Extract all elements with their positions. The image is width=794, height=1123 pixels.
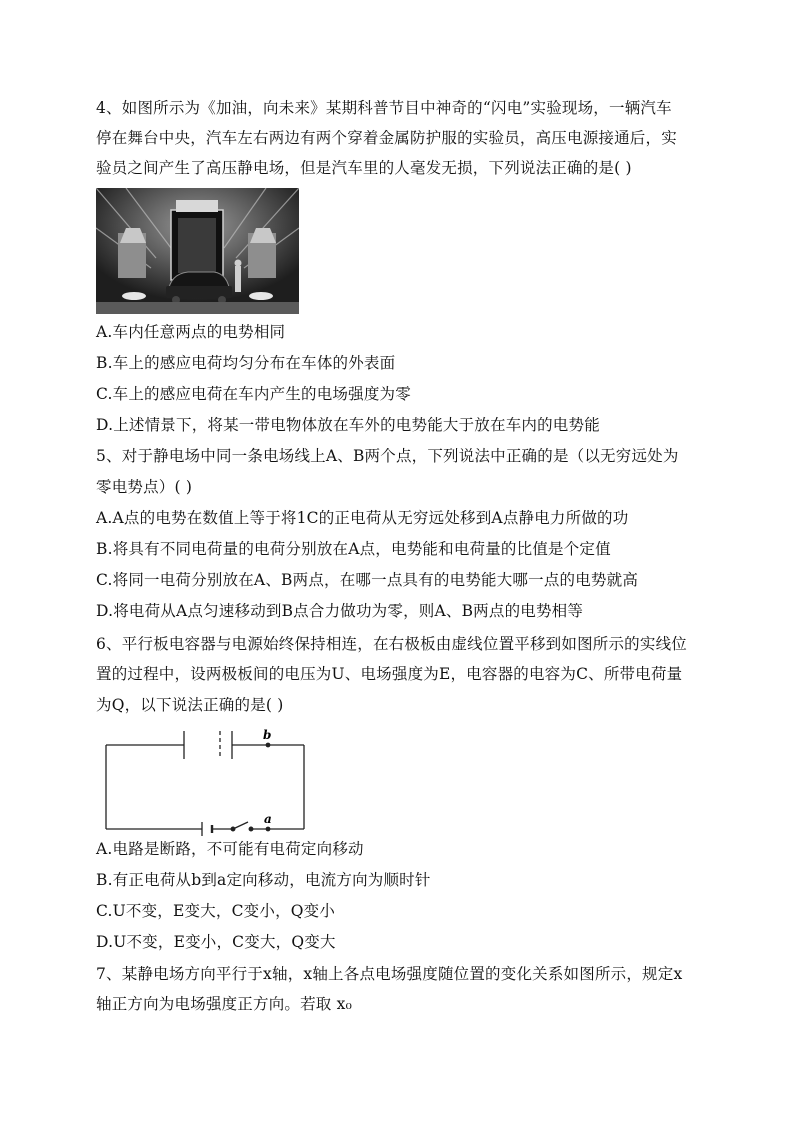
q6-option-c: C.U不变，E变大，C变小，Q变小	[96, 902, 336, 920]
q4-stem-line-1: 4、如图所示为《加油，向未来》某期科普节目中神奇的“闪电”实验现场，一辆汽车	[96, 99, 672, 117]
q5-stem-line-2: 零电势点）( )	[96, 478, 193, 496]
node-a	[266, 827, 271, 832]
q4-option-a: A.车内任意两点的电势相同	[96, 323, 286, 341]
stage-scene-illustration	[96, 188, 299, 314]
label-b: b	[263, 728, 272, 742]
q4-stem-line-2: 停在舞台中央，汽车左右两边有两个穿着金属防护服的实验员，高压电源接通后，实	[96, 129, 677, 147]
node-b	[266, 743, 271, 748]
q4-option-b: B.车上的感应电荷均匀分布在车体的外表面	[96, 354, 396, 372]
q4-stem-line-3: 验员之间产生了高压静电场，但是汽车里的人毫发无损，下列说法正确的是( )	[96, 159, 632, 177]
q6-option-b: B.有正电荷从b到a定向移动，电流方向为顺时针	[96, 871, 431, 889]
q6-option-a: A.电路是断路，不可能有电荷定向移动	[96, 840, 364, 858]
car-lightning-photo	[96, 188, 299, 314]
q6-stem-line-1: 6、平行板电容器与电源始终保持相连，在右极板由虚线位置平移到如图所示的实线位	[96, 635, 687, 653]
q7-stem-line-1: 7、某静电场方向平行于x轴，x轴上各点电场强度随位置的变化关系如图所示，规定x	[96, 965, 683, 983]
switch-icon	[231, 822, 253, 831]
q5-option-c: C.将同一电荷分别放在A、B两点，在哪一点具有的电势能大哪一点的电势就高	[96, 571, 639, 589]
q5-option-b: B.将具有不同电荷量的电荷分别放在A点，电势能和电荷量的比值是个定值	[96, 540, 611, 558]
q6-option-d: D.U不变，E变小，C变大，Q变大	[96, 933, 336, 951]
q4-option-d: D.上述情景下，将某一带电物体放在车外的电势能大于放在车内的电势能	[96, 416, 600, 434]
battery-icon	[202, 822, 212, 836]
q7-stem-line-2: 轴正方向为电场强度正方向。若取 x₀	[96, 995, 352, 1013]
q5-option-d: D.将电荷从A点匀速移动到B点合力做功为零，则A、B两点的电势相等	[96, 602, 584, 620]
capacitor-circuit-diagram	[96, 725, 316, 837]
q6-stem-line-3: 为Q，以下说法正确的是( )	[96, 696, 284, 714]
q5-stem-line-1: 5、对于静电场中同一条电场线上A、B两个点，下列说法中正确的是（以无穷远处为	[96, 447, 679, 465]
label-a: a	[264, 812, 272, 826]
q5-option-a: A.A点的电势在数值上等于将1C的正电荷从无穷远处移到A点静电力所做的功	[96, 509, 629, 527]
q6-stem-line-2: 置的过程中，设两极板间的电压为U、电场强度为E，电容器的电容为C、所带电荷量	[96, 665, 683, 683]
q4-option-c: C.车上的感应电荷在车内产生的电场强度为零	[96, 385, 411, 403]
